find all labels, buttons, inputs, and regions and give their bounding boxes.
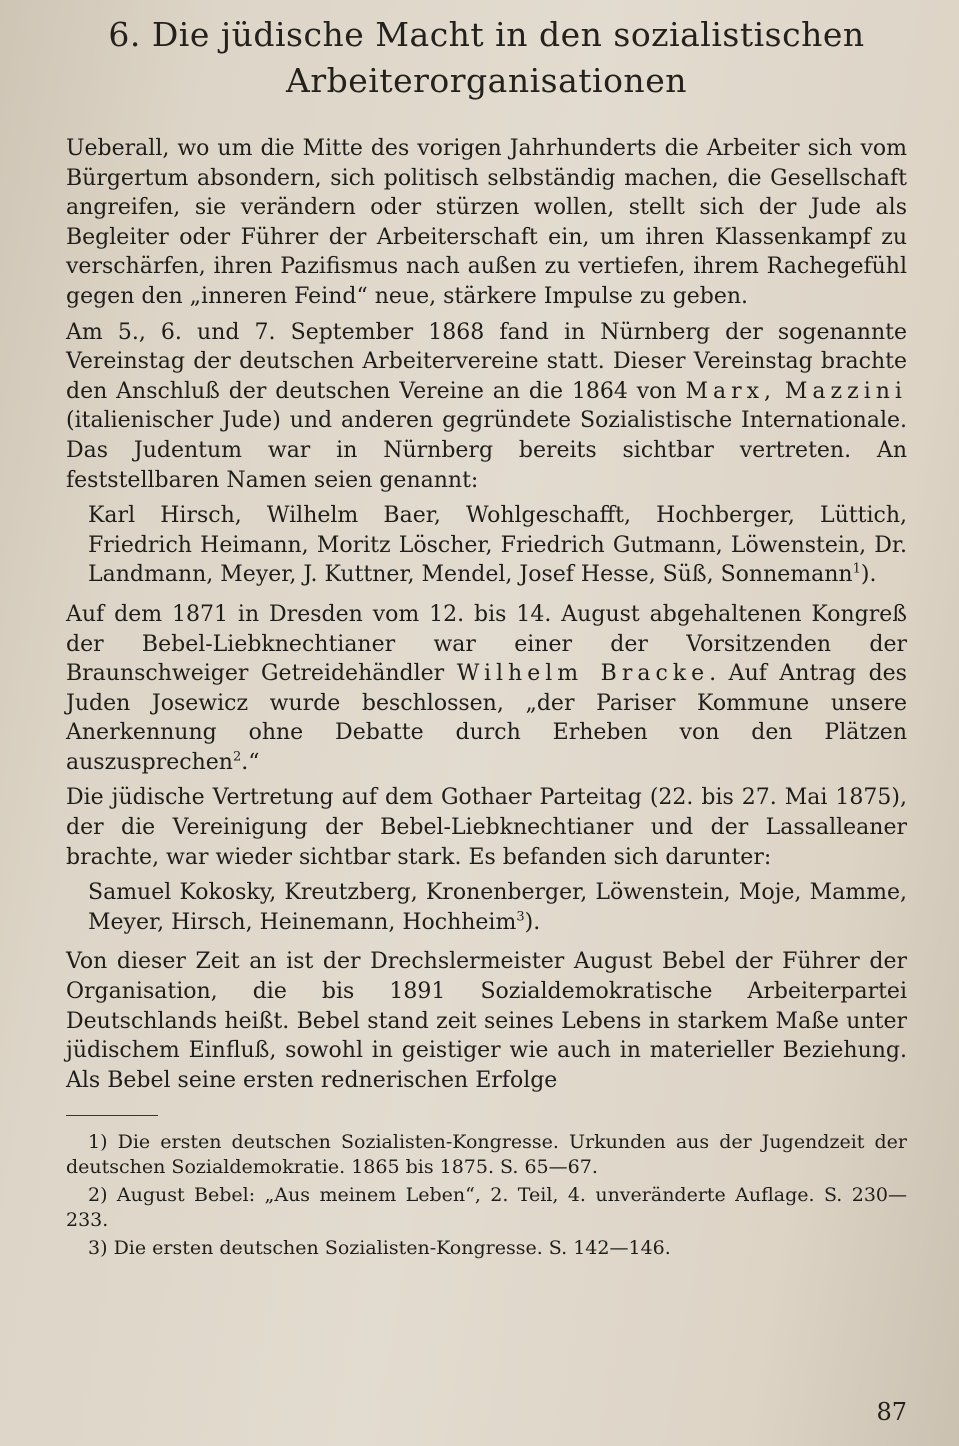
paragraph-4: Die jüdische Vertretung auf dem Gothaer Parteitag (22. bis 27. Mai 1875), der die Vereinigung der Bebel-Liebknechtianer und der Lassalleaner brachte, war wieder sichtbar stark. Es befanden sich darunter: bbox=[66, 785, 907, 870]
spaced-name-marx: Marx, bbox=[685, 378, 777, 404]
names-list-1875-text: Samuel Kokosky, Kreutzberg, Kronenberger, Löwenstein, Moje, Mamme, Meyer, Hirsch, Heinemann, Hochheim bbox=[88, 880, 907, 935]
footnote-ref-2: 2 bbox=[232, 749, 242, 765]
paragraph-5: Von dieser Zeit an ist der Drechslermeister August Bebel der Führer der Organisation, die bis 1891 Sozialdemokratische Arbeiterpartei Deutschlands heißt. Bebel stand zeit seines Lebens in starkem Maße unter jüdischem Einfluß, sowohl in geistiger wie auch in materieller Beziehung. Als Bebel seine ersten rednerischen Erfolge bbox=[66, 949, 907, 1093]
paragraph-2-part-a: Am 5., 6. und 7. September 1868 fand in Nürnberg der sogenannte Vereinstag der deutschen Arbeitervereine statt. Dieser Vereinstag brachte den Anschluß der deutschen Vereine an die 1864 von bbox=[66, 319, 907, 404]
footnotes bbox=[66, 1130, 907, 1261]
footnote-3 bbox=[66, 1236, 907, 1261]
names-list-1875 bbox=[88, 878, 907, 937]
names-list-1868 bbox=[88, 501, 907, 590]
footnote-2-mark: 2) bbox=[88, 1184, 108, 1207]
spaced-name-mazzini: Mazzini bbox=[784, 378, 907, 404]
footnote-1 bbox=[66, 1130, 907, 1180]
paragraph-2-part-b: (italienischer Jude) und anderen gegründete Sozialistische Internationale. Das Judentum war in Nürnberg bereits sichtbar vertreten. An feststellbaren Namen seien genannt: bbox=[66, 408, 907, 493]
chapter-heading-line-2: Arbeiterorganisationen bbox=[286, 61, 687, 100]
chapter-heading bbox=[66, 0, 907, 104]
paragraph-1: Ueberall, wo um die Mitte des vorigen Jahrhunderts die Arbeiter sich vom Bürgertum absondern, sich politisch selbständig machen, die Gesellschaft angreifen, sie verändern oder stürzen wollen, stellt sich der Jude als Begleiter oder Führer der Arbeiterschaft ein, um ihren Klassenkampf zu verschärfen, ihren Pazifismus nach außen zu vertiefen, ihrem Rachegefühl gegen den „inneren Feind“ neue, stärkere Impulse zu geben. bbox=[66, 136, 907, 309]
paragraph-3-close: .“ bbox=[241, 749, 260, 775]
footnote-2-text: August Bebel: „Aus meinem Leben“, 2. Teil, 4. unveränderte Auflage. S. 230—233. bbox=[66, 1184, 907, 1232]
footnote-1-text: Die ersten deutschen Sozialisten-Kongresse. Urkunden aus der Jugendzeit der deutschen Sozialdemokratie. 1865 bis 1875. S. 65—67. bbox=[66, 1131, 907, 1179]
paragraph-3 bbox=[66, 600, 907, 778]
body-text bbox=[66, 134, 907, 1095]
footnote-divider bbox=[66, 1115, 158, 1116]
names-list-1875-close: ). bbox=[524, 909, 541, 935]
footnote-2 bbox=[66, 1183, 907, 1233]
names-list-1868-close: ). bbox=[860, 562, 877, 588]
paragraph-3-part-b: . Auf Antrag des Juden Josewicz wurde beschlossen, „der Pariser Kommune unsere Anerkennung ohne Debatte durch Erheben von den Plätzen auszusprechen bbox=[66, 661, 907, 775]
paragraph-2 bbox=[66, 318, 907, 496]
footnote-ref-3: 3 bbox=[516, 909, 525, 925]
footnote-3-mark: 3) bbox=[88, 1237, 108, 1260]
spaced-name-bracke: Wilhelm Bracke bbox=[456, 661, 710, 687]
footnote-1-mark: 1) bbox=[88, 1131, 108, 1154]
footnote-ref-1: 1 bbox=[852, 561, 861, 577]
names-list-1868-text: Karl Hirsch, Wilhelm Baer, Wohlgeschafft, Hochberger, Lüttich, Friedrich Heimann, Moritz Löscher, Friedrich Gutmann, Löwenstein, Dr. Landmann, Meyer, J. Kuttner, Mendel, Josef Hesse, Süß, Sonnemann bbox=[88, 503, 907, 588]
paragraph-3-part-a: Auf dem 1871 in Dresden vom 12. bis 14. August abgehaltenen Kongreß der Bebel-Liebknechtianer war einer der Vorsitzenden der Braunschweiger Getreidehändler bbox=[66, 601, 907, 687]
chapter-heading-line-1: 6. Die jüdische Macht in den sozialistischen bbox=[108, 15, 865, 54]
page-number: 87 bbox=[876, 1398, 907, 1426]
footnote-3-text: Die ersten deutschen Sozialisten-Kongresse. S. 142—146. bbox=[113, 1237, 671, 1260]
